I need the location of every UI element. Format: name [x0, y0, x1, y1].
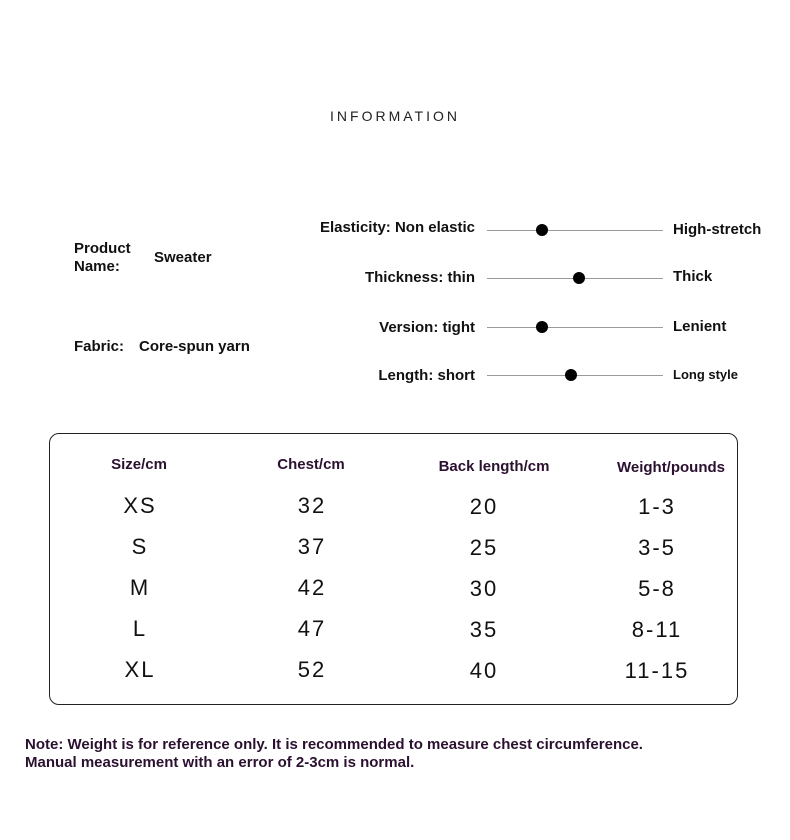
attr-length-marker — [565, 369, 577, 381]
col-header-size: Size/cm — [111, 456, 167, 473]
product-name-label — [74, 240, 131, 276]
table-cell: XS — [123, 493, 157, 518]
table-cell: 25 — [469, 535, 499, 560]
product-name-label-line2: Name: — [74, 258, 120, 275]
table-cell: 35 — [469, 617, 499, 642]
table-cell: 42 — [297, 575, 327, 600]
table-cell: 40 — [469, 658, 499, 683]
table-cell: 52 — [297, 657, 327, 682]
attr-elasticity-track — [487, 230, 663, 231]
footnote-line1: Note: Weight is for reference only. It is recommended to measure chest circumference. — [25, 736, 643, 753]
col-header-chest: Chest/cm — [277, 456, 345, 473]
table-cell: 1-3 — [638, 494, 676, 519]
table-cell: 5-8 — [638, 576, 676, 601]
table-cell: L — [132, 616, 148, 641]
table-cell: 8-11 — [631, 617, 683, 642]
table-cell: 20 — [469, 494, 499, 519]
page-title: INFORMATION — [330, 108, 460, 124]
col-header-back-length: Back length/cm — [438, 458, 550, 475]
table-cell: S — [131, 534, 149, 559]
attr-elasticity-label: Elasticity: Non elastic — [319, 219, 475, 236]
table-cell: XL — [124, 657, 156, 682]
attr-version-label: Version: tight — [379, 319, 475, 336]
col-header-weight: Weight/pounds — [616, 459, 726, 476]
product-name-label-line1: Product — [74, 240, 131, 257]
attr-thickness-track — [487, 278, 663, 279]
fabric-value: Core-spun yarn — [139, 338, 250, 355]
attr-thickness-end: Thick — [673, 268, 713, 285]
attr-elasticity-marker — [536, 224, 548, 236]
fabric-label: Fabric: — [74, 338, 125, 355]
attr-elasticity-end: High-stretch — [673, 221, 762, 238]
attr-length-track — [487, 375, 663, 376]
table-cell: M — [129, 575, 151, 600]
table-cell: 3-5 — [638, 535, 676, 560]
footnote — [25, 736, 765, 772]
table-cell: 32 — [297, 493, 327, 518]
attr-thickness-marker — [573, 272, 585, 284]
product-name-value: Sweater — [154, 249, 212, 266]
table-cell: 11-15 — [624, 658, 690, 683]
table-cell: 30 — [469, 576, 499, 601]
table-cell: 37 — [297, 534, 327, 559]
footnote-line2: Manual measurement with an error of 2-3cm is normal. — [25, 754, 415, 771]
attr-length-end: Long style — [673, 367, 739, 382]
attr-version-track — [487, 327, 663, 328]
table-cell: 47 — [297, 616, 327, 641]
attr-length-label: Length: short — [378, 367, 475, 384]
attr-version-marker — [536, 321, 548, 333]
attr-thickness-label: Thickness: thin — [364, 269, 475, 286]
attr-version-end: Lenient — [673, 318, 727, 335]
